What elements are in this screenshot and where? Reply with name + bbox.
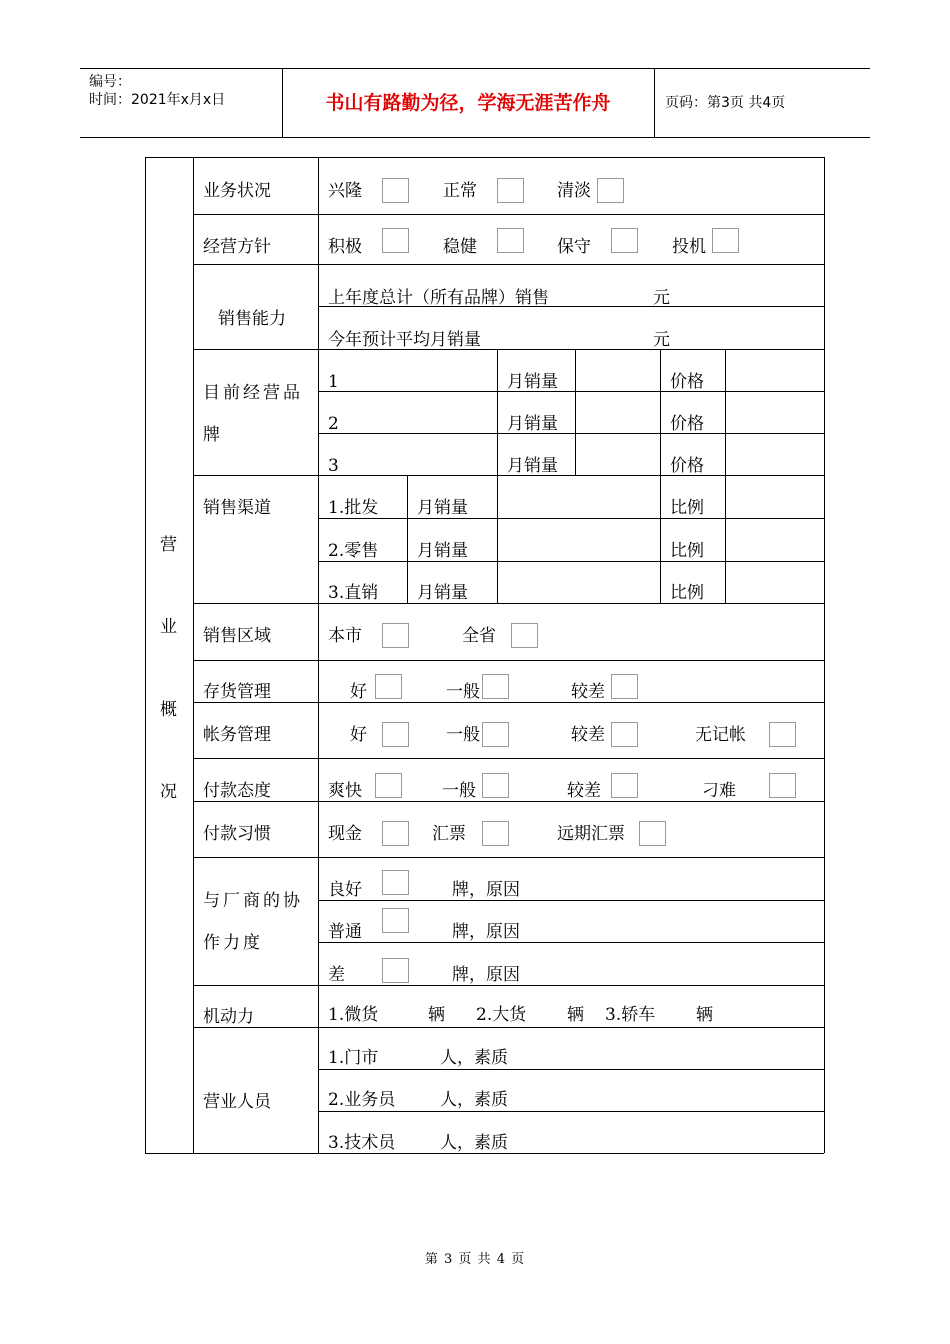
brand-number: 1 [328,372,339,392]
row-label: 付款态度 [203,781,271,801]
checkbox[interactable] [511,623,538,648]
option-label: 本市 [328,626,362,646]
section-title-char: 概 [160,700,177,720]
option-label: 无记帐 [695,725,746,745]
checkbox[interactable] [497,228,524,253]
ratio-label: 比例 [670,583,704,603]
monthly-sales-label: 月销量 [417,498,468,518]
row-label: 经营方针 [203,237,271,257]
price-label: 价格 [670,372,704,392]
vehicle-label: 3.轿车 [605,1005,656,1025]
checkbox[interactable] [712,228,739,253]
option-label: 积极 [328,237,362,257]
brand-number: 3 [328,456,339,476]
unit-label: 辆 [428,1005,445,1025]
channel-label: 1.批发 [328,498,379,518]
brand-reason-label: 牌，原因 [452,965,520,985]
staff-quality-label: 人，素质 [440,1090,508,1110]
unit-label: 辆 [567,1005,584,1025]
checkbox[interactable] [497,178,524,203]
checkbox[interactable] [382,178,409,203]
row-label: 存货管理 [203,682,271,702]
checkbox[interactable] [482,674,509,699]
row-label: 营业人员 [203,1092,271,1112]
checkbox[interactable] [375,674,402,699]
row-label: 与厂商的协作力度 [203,891,303,953]
monthly-sales-label: 月销量 [507,456,558,476]
page-header [80,68,870,138]
checkbox[interactable] [375,773,402,798]
option-label: 较差 [567,781,601,801]
checkbox[interactable] [482,821,509,846]
vehicle-label: 1.微货 [328,1005,379,1025]
row-label: 机动力 [203,1007,254,1027]
option-label: 一般 [446,682,480,702]
row-label: 销售区域 [203,626,271,646]
option-label: 好 [350,682,367,702]
row-label: 付款习惯 [203,824,271,844]
checkbox[interactable] [382,821,409,846]
checkbox[interactable] [639,821,666,846]
staff-type-label: 3.技术员 [328,1133,396,1153]
header-meta [80,69,283,137]
monthly-sales-label: 月销量 [417,541,468,561]
sales-last-year-label: 上年度总计（所有品牌）销售 [328,288,549,308]
checkbox[interactable] [597,178,624,203]
row-label: 业务状况 [203,181,271,201]
checkbox[interactable] [611,674,638,699]
section-title-char: 营 [160,535,177,555]
staff-quality-label: 人，素质 [440,1048,508,1068]
section-title-char: 况 [160,782,177,802]
checkbox[interactable] [611,773,638,798]
option-label: 爽快 [328,781,362,801]
option-label: 现金 [328,824,362,844]
header-page-label: 页码：第3页 共4页 [665,95,786,111]
sales-forecast-label: 今年预计平均月销量 [328,330,481,350]
option-label: 较差 [571,682,605,702]
checkbox[interactable] [611,722,638,747]
option-label: 全省 [462,626,496,646]
checkbox[interactable] [482,773,509,798]
ratio-label: 比例 [670,498,704,518]
row-label: 帐务管理 [203,725,271,745]
option-label: 投机 [672,237,706,257]
checkbox[interactable] [382,623,409,648]
row-label: 销售能力 [218,309,286,329]
checkbox[interactable] [382,958,409,983]
rating-label: 普通 [328,922,362,942]
rating-label: 差 [328,965,345,985]
checkbox[interactable] [382,228,409,253]
brand-number: 2 [328,414,339,434]
checkbox[interactable] [611,228,638,253]
checkbox[interactable] [382,722,409,747]
unit-label: 元 [653,288,670,308]
channel-label: 3.直销 [328,583,379,603]
number-label: 编号： [89,74,131,90]
staff-type-label: 2.业务员 [328,1090,396,1110]
monthly-sales-label: 月销量 [417,583,468,603]
rating-label: 良好 [328,880,362,900]
row-label: 目前经营品牌 [203,383,303,445]
checkbox[interactable] [769,722,796,747]
option-label: 正常 [443,181,477,201]
checkbox[interactable] [482,722,509,747]
vehicle-label: 2.大货 [476,1005,527,1025]
option-label: 较差 [571,725,605,745]
channel-label: 2.零售 [328,541,379,561]
price-label: 价格 [670,456,704,476]
checkbox[interactable] [382,908,409,933]
time-label: 时间：2021年x月x日 [89,92,226,108]
section-title-char: 业 [160,617,177,637]
brand-reason-label: 牌，原因 [452,880,520,900]
option-label: 保守 [557,237,591,257]
brand-reason-label: 牌，原因 [452,922,520,942]
unit-label: 元 [653,330,670,350]
checkbox[interactable] [382,870,409,895]
staff-quality-label: 人，素质 [440,1133,508,1153]
option-label: 好 [350,725,367,745]
ratio-label: 比例 [670,541,704,561]
option-label: 清淡 [557,181,591,201]
option-label: 一般 [446,725,480,745]
page-footer: 第 3 页 共 4 页 [424,1252,526,1267]
option-label: 汇票 [432,824,466,844]
checkbox[interactable] [769,773,796,798]
unit-label: 辆 [696,1005,713,1025]
monthly-sales-label: 月销量 [507,372,558,392]
option-label: 刁难 [702,781,736,801]
option-label: 一般 [442,781,476,801]
header-motto: 书山有路勤为径，学海无涯苦作舟 [282,69,655,137]
option-label: 远期汇票 [557,824,625,844]
monthly-sales-label: 月销量 [507,414,558,434]
price-label: 价格 [670,414,704,434]
row-label: 销售渠道 [203,498,271,518]
option-label: 兴隆 [328,181,362,201]
staff-type-label: 1.门市 [328,1048,379,1068]
option-label: 稳健 [443,237,477,257]
